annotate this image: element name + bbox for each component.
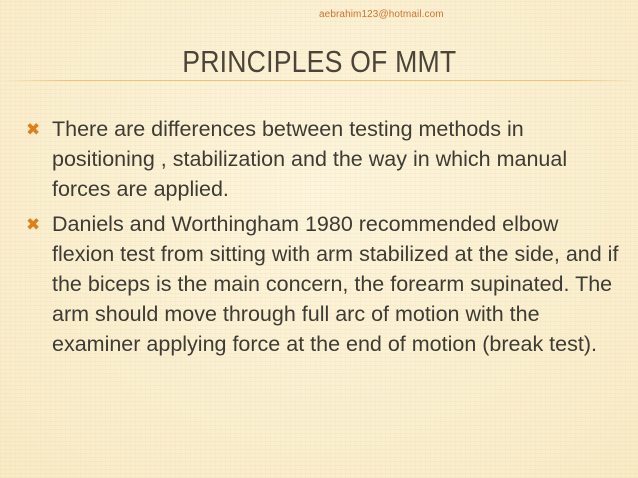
bullet-item-positioning — [26, 115, 626, 204]
slide-title — [0, 44, 638, 80]
slide-title-text: PRINCIPLES OF MMT — [182, 44, 456, 79]
title-divider — [0, 80, 638, 81]
bullet-list — [26, 115, 626, 365]
x-bullet-icon: ✖ — [26, 215, 41, 235]
bullet-item-daniels — [26, 210, 626, 359]
x-bullet-icon: ✖ — [26, 120, 41, 139]
bullet-text: Daniels and Worthingham 1980 recommended elbow flexion test from sitting with arm stabilized at the side, and if the biceps is the main concern, the forearm supinated. The arm should move through full arc of motion with the examiner applying force at the end of motion (break test). — [52, 212, 619, 356]
author-email: aebrahim123@hotmail.com — [319, 9, 444, 20]
bullet-text: There are differences between testing methods in positioning , stabilization and the way in which manual forces are applied. — [52, 117, 568, 201]
